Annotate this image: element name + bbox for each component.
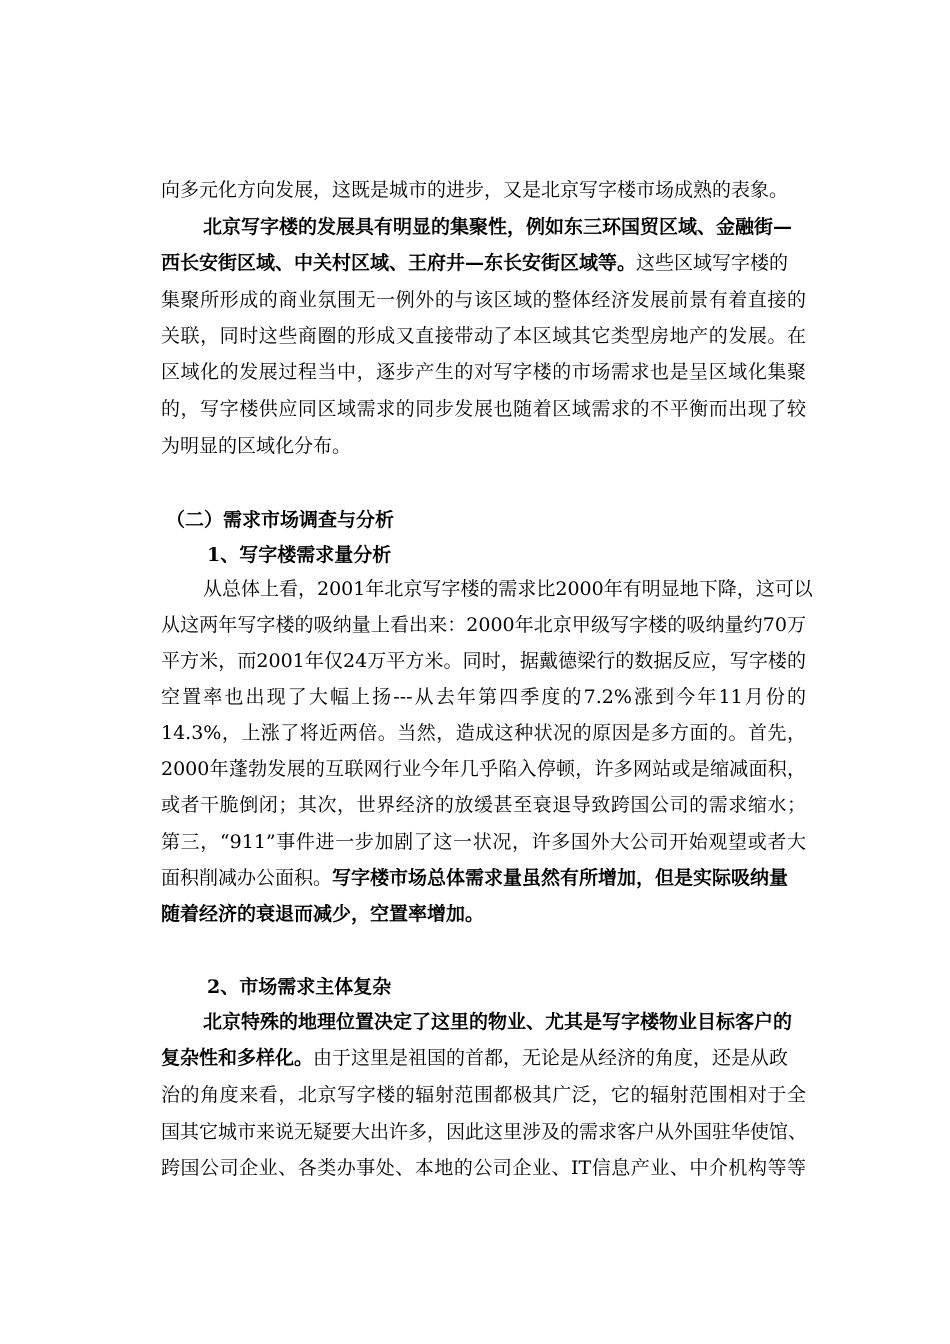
paragraph-line: 北京特殊的地理位置决定了这里的物业、尤其是写字楼物业目标客户的: [203, 1011, 793, 1033]
line-text: 第三，“911”事件进一步加剧了这一状况，许多国外大公司开始观望或者大: [161, 831, 806, 853]
paragraph-line: [161, 793, 806, 817]
paragraph-line: [203, 577, 813, 601]
subsection-heading: 1、写字楼需求量分析: [207, 544, 392, 566]
line-text: 2000年蓬勃发展的互联网行业今年几乎陷入停顿，许多网站或是缩减面积，: [161, 758, 806, 780]
paragraph-line: [161, 251, 788, 275]
line-text: 空置率也出现了大幅上扬---从去年第四季度的7.2%涨到今年11月份的: [161, 686, 806, 708]
paragraph-line: [161, 866, 788, 890]
line-text: 集聚所形成的商业氛围无一例外的与该区域的整体经济发展前景有着直接的: [161, 289, 806, 311]
plain-text: 面积削减办公面积。: [161, 867, 333, 889]
paragraph-line: 北京写字楼的发展具有明显的集聚性，例如东三环国贸区域、金融街—: [203, 216, 793, 238]
line-text: 14.3%，上涨了将近两倍。当然，造成这种状况的原因是多方面的。首先，: [161, 722, 806, 744]
paragraph-line: 为明显的区域化分布。: [161, 435, 352, 457]
paragraph-line: [161, 1120, 806, 1144]
line-text: 关联，同时这些商圈的形成又直接带动了本区域其它类型房地产的发展。在: [161, 325, 806, 347]
paragraph-line: [161, 830, 806, 854]
paragraph-line: [161, 1046, 788, 1070]
paragraph-line: [161, 1156, 806, 1180]
bold-text: 复杂性和多样化。: [161, 1047, 314, 1069]
line-text: 从这两年写字楼的吸纳量上看出来：2000年北京甲级写字楼的吸纳量约70万: [161, 614, 806, 636]
line-text: 的，写字楼供应同区域需求的同步发展也随着区域需求的不平衡而出现了较: [161, 398, 806, 420]
paragraph-line: [161, 685, 806, 709]
paragraph-line: [161, 288, 806, 312]
line-text: 平方米，而2001年仅24万平方米。同时，据戴德梁行的数据反应，写字楼的: [161, 650, 806, 672]
paragraph-line: [161, 1083, 806, 1107]
line-text: 治的角度来看，北京写字楼的辐射范围都极其广泛，它的辐射范围相对于全: [161, 1084, 806, 1106]
paragraph-line: [161, 757, 806, 781]
plain-text: 由于这里是祖国的首都，无论是从经济的角度，还是从政: [313, 1047, 789, 1069]
line-text: 从总体上看，2001年北京写字楼的需求比2000年有明显地下降，这可以: [203, 578, 813, 600]
paragraph-line: [161, 360, 806, 384]
paragraph-line: 向多元化方向发展，这既是城市的进步，又是北京写字楼市场成熟的表象。: [161, 179, 789, 201]
bold-text: 西长安街区域、中关村区域、王府井—东长安街区域等。: [161, 252, 637, 274]
paragraph-line: [161, 721, 806, 745]
bold-text: 写字楼市场总体需求量虽然有所增加，但是实际吸纳量: [332, 867, 789, 889]
paragraph-line: [161, 649, 806, 673]
line-text: 跨国公司企业、各类办事处、本地的公司企业、IT信息产业、中介机构等等: [161, 1157, 806, 1179]
line-text: 或者干脆倒闭；其次，世界经济的放缓甚至衰退导致跨国公司的需求缩水；: [161, 794, 806, 816]
line-text: 国其它城市来说无疑要大出许多，因此这里涉及的需求客户从外国驻华使馆、: [161, 1121, 808, 1143]
paragraph-line: [161, 324, 806, 348]
section-heading: （二）需求市场调查与分析: [166, 509, 395, 531]
plain-text: 这些区域写字楼的: [636, 252, 789, 274]
subsection-heading: 2、市场需求主体复杂: [207, 976, 392, 998]
paragraph-line: [161, 613, 806, 637]
paragraph-line: [161, 397, 806, 421]
paragraph-line: 随着经济的衰退而减少，空置率增加。: [161, 903, 485, 925]
line-text: 区域化的发展过程当中，逐步产生的对写字楼的市场需求也是呈区域化集聚: [161, 361, 806, 383]
